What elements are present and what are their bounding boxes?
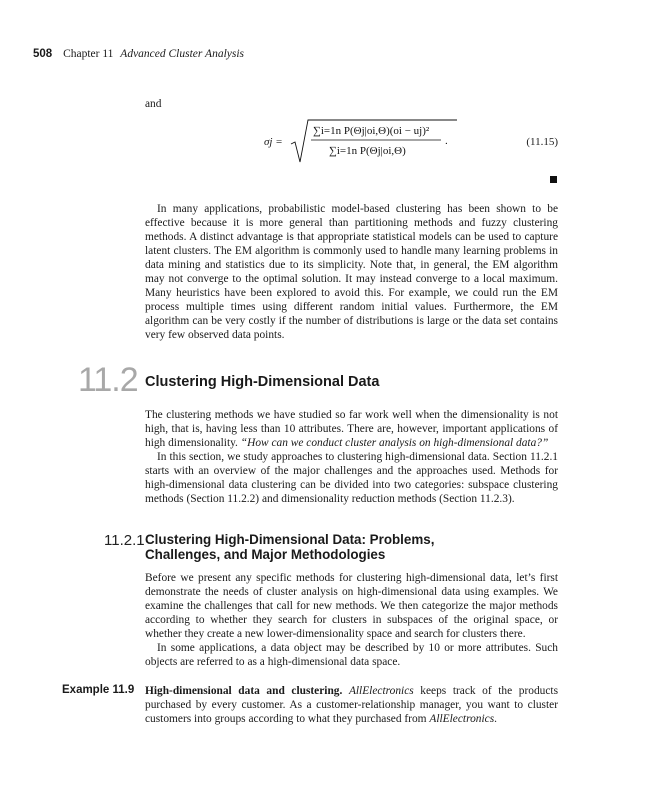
section-paragraph-2: In this section, we study approaches to clustering high-dimensional data. Section 11.2.1 starts with an overview of the major challenges and the approaches used. Methods for high-dimensional data clustering can be divided into two categories: subspace clustering methods (Section 11.2.2) and dimensionality reduction methods (Section 11.2.3). [145,451,558,505]
subsection-paragraph-1: Before we present any specific methods for clustering high-dimensional data, let’s first demonstrate the needs of cluster analysis on high-dimensional data using examples. We examine the challenges that call for new methods. We then categorize the major methods according to whether they search for clusters in subspaces of the original space, or whether they create a new lower-dimensionality space and search for clusters there. [145,572,558,640]
section-paragraph-1 [145,408,558,450]
chapter-label: Chapter 11 [63,48,114,60]
example-paragraph [145,684,558,726]
subsection-number: 11.2.1 [104,532,145,549]
svg-text:.: . [445,135,448,147]
chapter-title: Advanced Cluster Analysis [120,48,245,60]
example-heading: High-dimensional data and clustering. [145,685,343,697]
section-title: Clustering High-Dimensional Data [145,374,380,390]
equation-denominator: ∑i=1n P(Θj|oi,Θ) [329,145,406,157]
equation-lhs: σj = [264,136,283,148]
section-p1-text: The clustering methods we have studied so far work well when the dimensionality is not high, that is, having less than 10 attributes. There are, however, important applications of high dimensionality. [145,409,558,449]
equation-11-15 [145,118,558,166]
section-number: 11.2 [78,361,138,399]
subsection-title: Clustering High-Dimensional Data: Problems, Challenges, and Major Methodologies [145,532,435,562]
example-label: Example 11.9 [62,684,135,696]
subsection-paragraph-2: In some applications, a data object may be described by 10 or more attributes. Such objects are referred to as a high-dimensional data space. [145,642,558,668]
equation-number: (11.15) [526,136,558,148]
equation-numerator: ∑i=1n P(Θj|oi,Θ)(oi − uj)² [313,125,430,137]
example-company-2: AllElectronics [429,713,495,725]
equation-radical [289,118,459,166]
end-of-proof-icon [550,176,557,183]
example-company: AllElectronics [348,685,414,697]
running-header [33,48,244,60]
section-p1-question: “How can we conduct cluster analysis on high-dimensional data?” [240,437,549,449]
paragraph-em-algorithm: In many applications, probabilistic model-based clustering has been shown to be effective because it is more general than partitioning methods and fuzzy clustering methods. A distinct advantage is that appropriate statistical models can be used to capture latent clusters. The EM algorithm is commonly used to handle many learning problems in data mining and statistics due to its simplicity. Note that, in general, the EM algorithm may not converge to the optimal solution. It may instead converge to a local maximum. Many heuristics have been explored to avoid this. For example, we could run the EM process multiple times using different random initial values. Furthermore, the EM algorithm can be very costly if the number of distributions is large or the data set contains very few observed data points. [145,203,558,341]
intro-word: and [145,98,162,110]
example-text-2: . [494,713,497,725]
example-text-1: keeps track of the products purchased by every customer. As a customer-relationship manager, you want to cluster customers into groups according to what they purchased from [145,685,558,725]
page-number: 508 [33,48,53,60]
